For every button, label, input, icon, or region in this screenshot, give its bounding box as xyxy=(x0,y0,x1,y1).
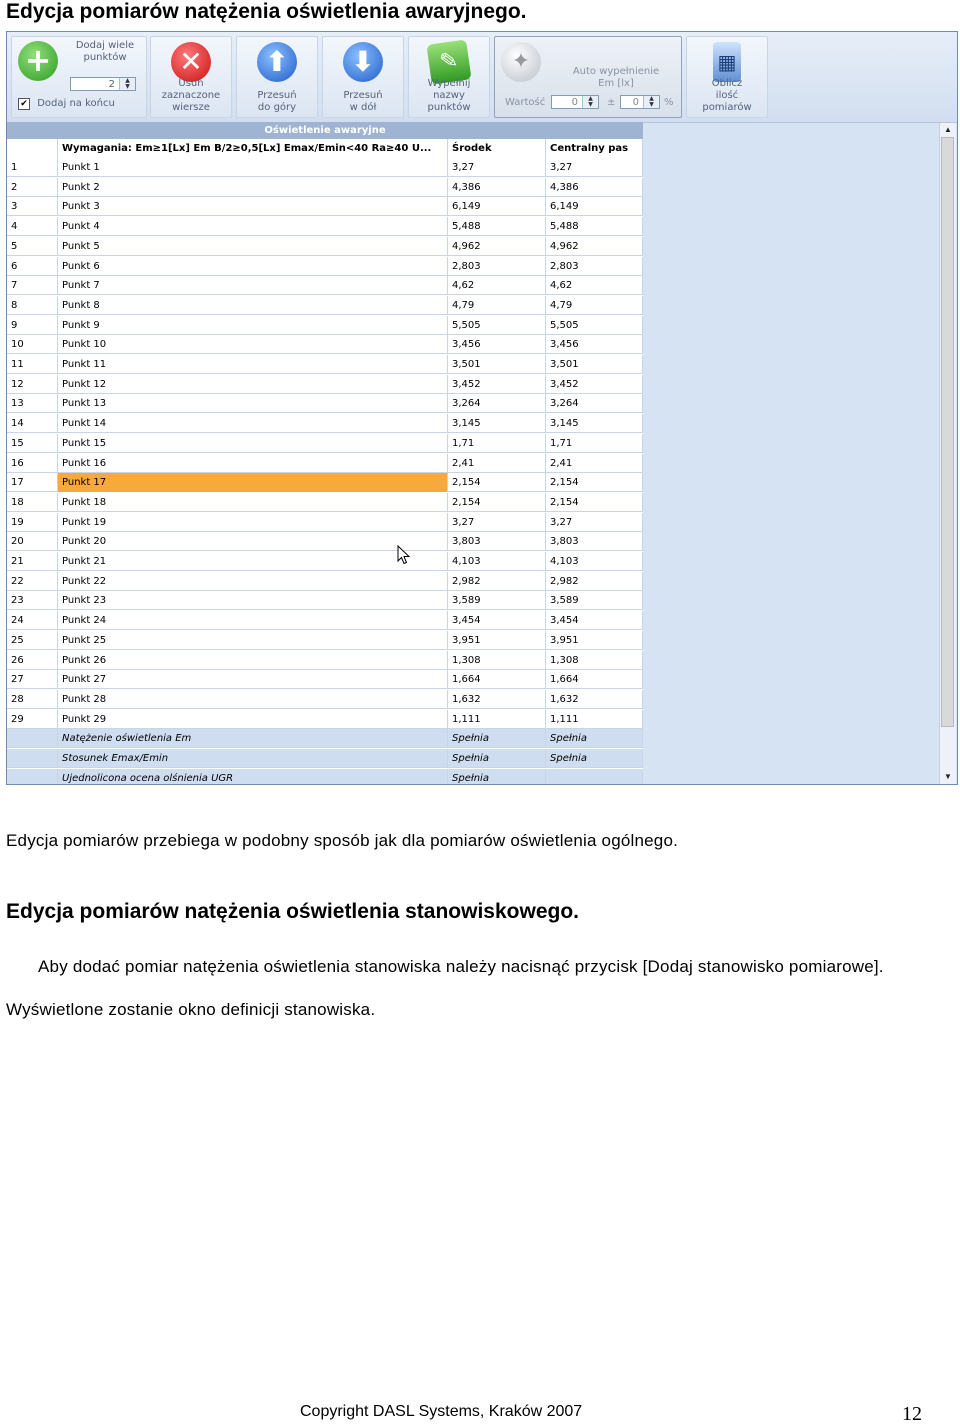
summary-result-strip[interactable]: Spełnia xyxy=(546,749,643,768)
move-up-label: Przesuń do góry xyxy=(257,90,297,113)
mouse-cursor-icon xyxy=(397,545,411,565)
summary-result-center[interactable]: Spełnia xyxy=(448,749,546,768)
calculate-count-button[interactable] xyxy=(686,36,768,118)
table-row[interactable] xyxy=(7,197,643,216)
summary-result-center[interactable]: Spełnia xyxy=(448,729,546,748)
point-name[interactable]: Punkt 6 xyxy=(58,257,448,276)
calculate-count-label: Oblicz ilość pomiarów xyxy=(702,78,752,113)
add-many-label: Dodaj wiele punktów xyxy=(75,40,135,63)
row-number[interactable]: 12 xyxy=(7,375,58,394)
delete-selected-button[interactable] xyxy=(150,36,232,118)
autofill-group xyxy=(494,36,682,118)
table-row[interactable] xyxy=(7,296,643,315)
table-row[interactable] xyxy=(7,434,643,453)
point-name[interactable]: Punkt 2 xyxy=(58,178,448,197)
row-number[interactable]: 5 xyxy=(7,237,58,256)
center-value[interactable]: 3,454 xyxy=(448,611,546,630)
vertical-scrollbar[interactable] xyxy=(939,123,956,784)
table-row[interactable] xyxy=(7,375,643,394)
summary-result-strip[interactable]: Spełnia xyxy=(546,729,643,748)
center-value[interactable]: 6,149 xyxy=(448,197,546,216)
center-value[interactable]: 2,154 xyxy=(448,493,546,512)
table-row[interactable] xyxy=(7,651,643,670)
point-name[interactable]: Punkt 24 xyxy=(58,611,448,630)
header-number[interactable] xyxy=(7,139,58,158)
row-number[interactable]: 18 xyxy=(7,493,58,512)
table-row[interactable] xyxy=(7,335,643,354)
table-row[interactable] xyxy=(7,532,643,551)
row-number[interactable]: 11 xyxy=(7,355,58,374)
summary-blank[interactable] xyxy=(7,749,58,768)
add-plus-icon[interactable]: + xyxy=(18,41,58,81)
row-number[interactable]: 22 xyxy=(7,572,58,591)
table-row[interactable] xyxy=(7,276,643,295)
center-value[interactable]: 3,803 xyxy=(448,532,546,551)
delete-selected-label: Usuń zaznaczone wiersze xyxy=(161,78,221,113)
center-value[interactable]: 1,111 xyxy=(448,710,546,729)
center-value[interactable]: 5,505 xyxy=(448,316,546,335)
row-number[interactable]: 6 xyxy=(7,257,58,276)
section-heading-workstation: Edycja pomiarów natężenia oświetlenia stanowiskowego. xyxy=(6,900,579,923)
center-value[interactable]: 4,962 xyxy=(448,237,546,256)
central-strip-value[interactable]: 3,589 xyxy=(546,591,643,610)
scrollbar-thumb[interactable] xyxy=(941,137,954,727)
center-value[interactable]: 3,456 xyxy=(448,335,546,354)
table-row[interactable] xyxy=(7,710,643,729)
add-many-group xyxy=(11,36,147,118)
row-number[interactable]: 14 xyxy=(7,414,58,433)
summary-criterion[interactable]: Stosunek Emax/Emin xyxy=(58,749,448,768)
center-value[interactable]: 5,488 xyxy=(448,217,546,236)
app-window xyxy=(6,31,958,785)
point-name[interactable]: Punkt 26 xyxy=(58,651,448,670)
table-row[interactable] xyxy=(7,572,643,591)
table-row[interactable] xyxy=(7,670,643,689)
add-at-end-row[interactable] xyxy=(18,98,115,111)
add-at-end-checkbox[interactable]: ✔ xyxy=(18,98,30,110)
center-value[interactable]: 4,79 xyxy=(448,296,546,315)
center-value[interactable]: 1,71 xyxy=(448,434,546,453)
point-name[interactable]: Punkt 13 xyxy=(58,394,448,413)
fill-names-icon: ✎ xyxy=(426,39,471,84)
row-number[interactable]: 19 xyxy=(7,513,58,532)
center-value[interactable]: 1,632 xyxy=(448,690,546,709)
add-count-spinner[interactable]: 2 ▲ ▼ xyxy=(70,77,136,91)
central-strip-value[interactable]: 6,149 xyxy=(546,197,643,216)
row-number[interactable]: 21 xyxy=(7,552,58,571)
row-number[interactable]: 25 xyxy=(7,631,58,650)
row-number[interactable]: 20 xyxy=(7,532,58,551)
center-value[interactable]: 1,308 xyxy=(448,651,546,670)
scroll-down-icon[interactable]: ▼ xyxy=(944,772,952,781)
point-name[interactable]: Punkt 29 xyxy=(58,710,448,729)
center-value[interactable]: 4,386 xyxy=(448,178,546,197)
footer-copyright: Copyright DASL Systems, Kraków 2007 xyxy=(300,1403,583,1420)
scroll-up-icon[interactable]: ▲ xyxy=(944,125,952,134)
point-name[interactable]: Punkt 8 xyxy=(58,296,448,315)
row-number[interactable]: 15 xyxy=(7,434,58,453)
paragraph-add-workstation: Aby dodać pomiar natężenia oświetlenia stanowiska należy nacisnąć przycisk [Dodaj stanowisko pomiarowe]. xyxy=(38,957,884,976)
summary-result-strip[interactable] xyxy=(546,769,643,785)
fill-names-label: Wypełnij nazwy punktów xyxy=(427,78,471,113)
row-number[interactable]: 9 xyxy=(7,316,58,335)
row-number[interactable]: 13 xyxy=(7,394,58,413)
table-row[interactable] xyxy=(7,631,643,650)
point-name[interactable]: Punkt 14 xyxy=(58,414,448,433)
point-name[interactable]: Punkt 9 xyxy=(58,316,448,335)
row-number[interactable]: 8 xyxy=(7,296,58,315)
center-value[interactable]: 2,154 xyxy=(448,473,546,492)
header-central-strip[interactable]: Centralny pas xyxy=(546,139,643,158)
central-strip-value[interactable]: 3,452 xyxy=(546,375,643,394)
row-number[interactable]: 3 xyxy=(7,197,58,216)
percent-symbol: % xyxy=(664,97,674,108)
row-number[interactable]: 1 xyxy=(7,158,58,177)
center-value[interactable]: 4,103 xyxy=(448,552,546,571)
header-requirements[interactable]: Wymagania: Em≥1[Lx] Em B/2≥0,5[Lx] Emax/Emin<40 Ra≥40 U... xyxy=(58,139,448,158)
calculator-icon: ▦ xyxy=(713,42,741,82)
row-number[interactable]: 10 xyxy=(7,335,58,354)
point-name[interactable]: Punkt 5 xyxy=(58,237,448,256)
point-name[interactable]: Punkt 12 xyxy=(58,375,448,394)
summary-row[interactable] xyxy=(7,729,643,748)
central-strip-value[interactable]: 2,803 xyxy=(546,257,643,276)
central-strip-value[interactable]: 3,145 xyxy=(546,414,643,433)
point-name[interactable]: Punkt 18 xyxy=(58,493,448,512)
point-name[interactable]: Punkt 22 xyxy=(58,572,448,591)
point-name[interactable]: Punkt 10 xyxy=(58,335,448,354)
central-strip-value[interactable]: 3,501 xyxy=(546,355,643,374)
table-row[interactable] xyxy=(7,316,643,335)
central-strip-value[interactable]: 3,264 xyxy=(546,394,643,413)
center-value[interactable]: 3,27 xyxy=(448,158,546,177)
table-row[interactable] xyxy=(7,414,643,433)
center-value[interactable]: 3,145 xyxy=(448,414,546,433)
add-at-end-label: Dodaj na końcu xyxy=(37,98,115,109)
row-number[interactable]: 27 xyxy=(7,670,58,689)
delete-x-icon: ✕ xyxy=(171,42,211,82)
table-row[interactable] xyxy=(7,257,643,276)
point-name[interactable]: Punkt 20 xyxy=(58,532,448,551)
grid-title: Oświetlenie awaryjne xyxy=(7,122,643,139)
point-name[interactable]: Punkt 17 xyxy=(58,473,448,492)
central-strip-value[interactable]: 5,505 xyxy=(546,316,643,335)
point-name[interactable]: Punkt 4 xyxy=(58,217,448,236)
center-value[interactable]: 3,452 xyxy=(448,375,546,394)
central-strip-value[interactable]: 1,632 xyxy=(546,690,643,709)
row-number[interactable]: 17 xyxy=(7,473,58,492)
move-down-label: Przesuń w dół xyxy=(343,90,383,113)
central-strip-value[interactable]: 2,154 xyxy=(546,493,643,512)
point-name[interactable]: Punkt 1 xyxy=(58,158,448,177)
row-number[interactable]: 4 xyxy=(7,217,58,236)
value-label: Wartość xyxy=(505,97,546,108)
toolbar xyxy=(7,32,957,123)
central-strip-value[interactable]: 4,103 xyxy=(546,552,643,571)
summary-row[interactable] xyxy=(7,769,643,785)
point-name[interactable]: Punkt 23 xyxy=(58,591,448,610)
center-value[interactable]: 2,41 xyxy=(448,454,546,473)
row-number[interactable]: 26 xyxy=(7,651,58,670)
row-number[interactable]: 7 xyxy=(7,276,58,295)
central-strip-value[interactable]: 3,803 xyxy=(546,532,643,551)
tolerance-spinner[interactable]: 0 ▲ ▼ xyxy=(620,95,660,109)
move-down-button[interactable] xyxy=(322,36,404,118)
move-up-button[interactable] xyxy=(236,36,318,118)
arrow-up-icon: ⬆ xyxy=(257,42,297,82)
point-name[interactable]: Punkt 25 xyxy=(58,631,448,650)
central-strip-value[interactable]: 2,41 xyxy=(546,454,643,473)
header-center[interactable]: Środek xyxy=(448,139,546,158)
table-row[interactable] xyxy=(7,158,643,177)
central-strip-value[interactable]: 2,982 xyxy=(546,572,643,591)
central-strip-value[interactable]: 1,664 xyxy=(546,670,643,689)
point-name[interactable]: Punkt 27 xyxy=(58,670,448,689)
central-strip-value[interactable]: 4,62 xyxy=(546,276,643,295)
plus-minus-symbol: ± xyxy=(607,97,616,108)
center-value[interactable]: 3,27 xyxy=(448,513,546,532)
table-row[interactable] xyxy=(7,513,643,532)
center-value[interactable]: 2,982 xyxy=(448,572,546,591)
central-strip-value[interactable]: 4,79 xyxy=(546,296,643,315)
table-row[interactable] xyxy=(7,690,643,709)
table-row[interactable] xyxy=(7,178,643,197)
row-number[interactable]: 2 xyxy=(7,178,58,197)
row-number[interactable]: 23 xyxy=(7,591,58,610)
center-value[interactable]: 3,264 xyxy=(448,394,546,413)
table-row[interactable] xyxy=(7,493,643,512)
point-name[interactable]: Punkt 28 xyxy=(58,690,448,709)
point-name[interactable]: Punkt 16 xyxy=(58,454,448,473)
autofill-label: Auto wypełnienie Em [lx] xyxy=(572,66,660,89)
fill-names-button[interactable] xyxy=(408,36,490,118)
center-value[interactable]: 2,803 xyxy=(448,257,546,276)
central-strip-value[interactable]: 4,386 xyxy=(546,178,643,197)
magic-wand-icon[interactable]: ✦ xyxy=(501,42,541,82)
table-row[interactable] xyxy=(7,591,643,610)
point-name[interactable]: Punkt 3 xyxy=(58,197,448,216)
table-row[interactable] xyxy=(7,473,643,492)
central-strip-value[interactable]: 2,154 xyxy=(546,473,643,492)
table-row[interactable] xyxy=(7,394,643,413)
center-value[interactable]: 3,501 xyxy=(448,355,546,374)
arrow-down-icon: ⬇ xyxy=(343,42,383,82)
row-number[interactable]: 16 xyxy=(7,454,58,473)
center-value[interactable]: 3,951 xyxy=(448,631,546,650)
spinner-arrows-icon[interactable]: ▲ ▼ xyxy=(582,96,598,108)
paragraph-editing-similar: Edycja pomiarów przebiega w podobny sposób jak dla pomiarów oświetlenia ogólnego. xyxy=(6,831,679,850)
value-spinner[interactable]: 0 ▲ ▼ xyxy=(551,95,599,109)
spinner-arrows-icon[interactable]: ▲ ▼ xyxy=(643,96,659,108)
point-name[interactable]: Punkt 21 xyxy=(58,552,448,571)
summary-criterion[interactable]: Ujednolicona ocena olśnienia UGR xyxy=(58,769,448,785)
summary-criterion[interactable]: Natężenie oświetlenia Em xyxy=(58,729,448,748)
center-value[interactable]: 1,664 xyxy=(448,670,546,689)
central-strip-value[interactable]: 1,71 xyxy=(546,434,643,453)
summary-result-center[interactable]: Spełnia xyxy=(448,769,546,785)
central-strip-value[interactable]: 1,111 xyxy=(546,710,643,729)
center-value[interactable]: 3,589 xyxy=(448,591,546,610)
central-strip-value[interactable]: 4,962 xyxy=(546,237,643,256)
table-row[interactable] xyxy=(7,355,643,374)
central-strip-value[interactable]: 3,456 xyxy=(546,335,643,354)
row-number[interactable]: 28 xyxy=(7,690,58,709)
point-name[interactable]: Punkt 11 xyxy=(58,355,448,374)
row-number[interactable]: 24 xyxy=(7,611,58,630)
central-strip-value[interactable]: 3,454 xyxy=(546,611,643,630)
table-row[interactable] xyxy=(7,217,643,236)
table-row[interactable] xyxy=(7,611,643,630)
summary-blank[interactable] xyxy=(7,729,58,748)
summary-blank[interactable] xyxy=(7,769,58,785)
point-name[interactable]: Punkt 7 xyxy=(58,276,448,295)
section-heading-emergency: Edycja pomiarów natężenia oświetlenia awaryjnego. xyxy=(6,0,527,23)
row-number[interactable]: 29 xyxy=(7,710,58,729)
grid-header-row xyxy=(7,139,643,158)
point-name[interactable]: Punkt 19 xyxy=(58,513,448,532)
measurement-grid xyxy=(7,122,643,784)
page-number: 12 xyxy=(902,1403,922,1425)
table-row[interactable] xyxy=(7,552,643,571)
central-strip-value[interactable]: 3,951 xyxy=(546,631,643,650)
central-strip-value[interactable]: 3,27 xyxy=(546,158,643,177)
center-value[interactable]: 4,62 xyxy=(448,276,546,295)
central-strip-value[interactable]: 3,27 xyxy=(546,513,643,532)
spinner-arrows-icon[interactable]: ▲ ▼ xyxy=(119,78,135,90)
central-strip-value[interactable]: 5,488 xyxy=(546,217,643,236)
paragraph-window-displayed: Wyświetlone zostanie okno definicji stanowiska. xyxy=(6,1000,376,1019)
table-row[interactable] xyxy=(7,454,643,473)
table-row[interactable] xyxy=(7,237,643,256)
central-strip-value[interactable]: 1,308 xyxy=(546,651,643,670)
point-name[interactable]: Punkt 15 xyxy=(58,434,448,453)
summary-row[interactable] xyxy=(7,749,643,768)
